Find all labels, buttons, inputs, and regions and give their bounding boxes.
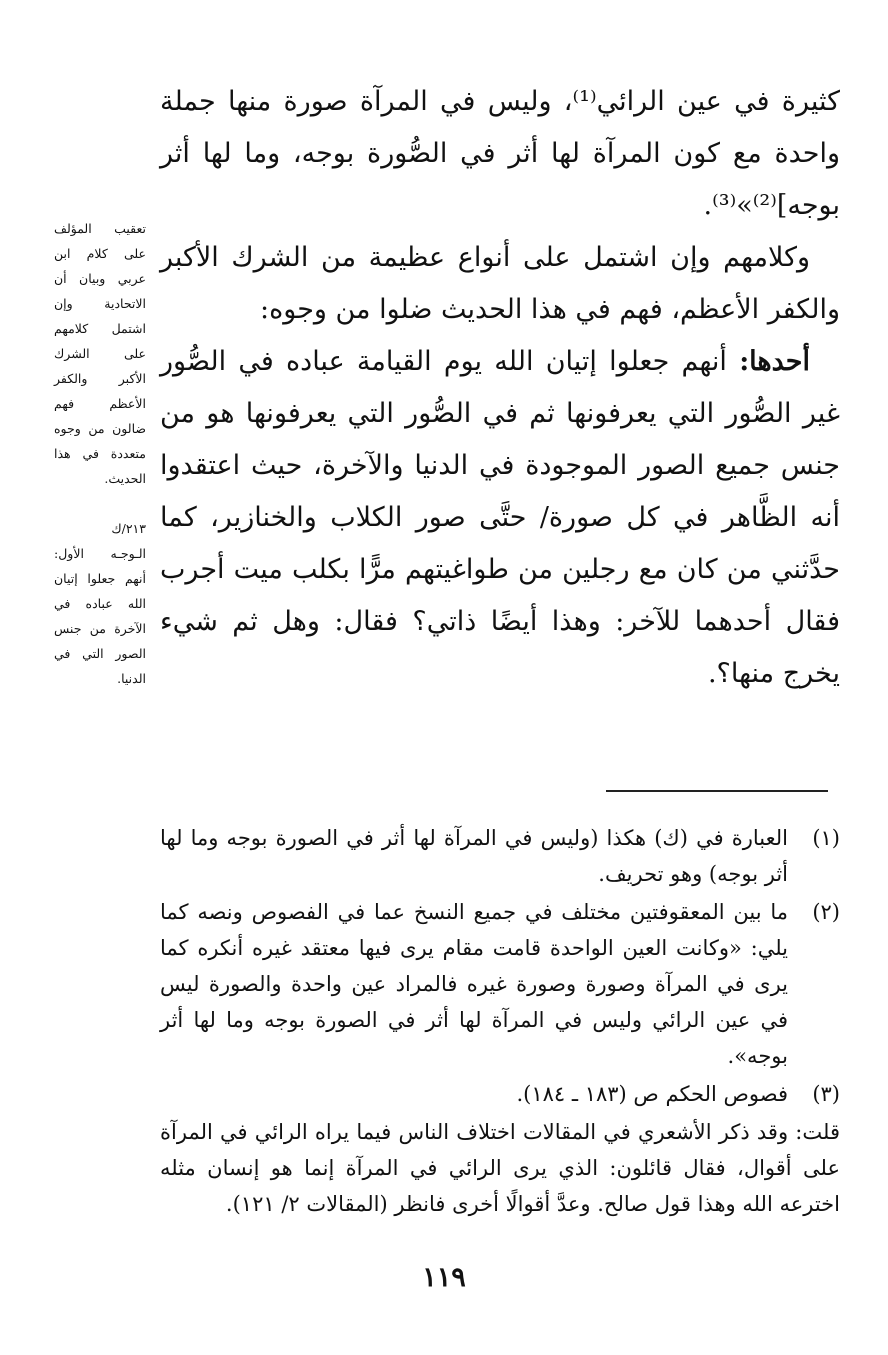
footnote-number: (٢)	[812, 900, 840, 924]
footnote-separator	[606, 790, 828, 792]
footnote-text: فصوص الحكم ص (١٨٣ ـ ١٨٤).	[516, 1082, 788, 1106]
footnote-number: (١)	[812, 826, 840, 850]
margin-note-first-aspect-text: الـوجـه الأول: أنهم جعلوا إتيان الله عباده في الآخرة من جنس الصور التي في الدنيا.	[54, 546, 146, 686]
footnote-1	[160, 820, 840, 892]
page-number: ١١٩	[422, 1262, 466, 1293]
first-aspect-heading: أحدها:	[739, 346, 810, 377]
footnotes	[160, 820, 840, 1222]
footnote-commentary: قلت: وقد ذكر الأشعري في المقالات اختلاف الناس فيما يراه الرائي في المرآة على أقوال، فقال قائلون: الذي يرى الرائي في المرآة إنما هو إنسان مثله اخترعه الله وهذا قول صالح. وعدَّ أقوالًا أخرى فانظر (المقالات ٢/ ١٢١).	[160, 1120, 840, 1216]
manuscript-page-ref: ٢١٣/ك	[111, 521, 146, 536]
main-text	[160, 76, 840, 700]
footnote-text: العبارة في (ك) هكذا (وليس في المرآة لها أثر في الصورة بوجه وما لها أثر بوجه) وهو تحريف.	[160, 826, 788, 886]
paragraph-first-aspect	[160, 336, 840, 700]
footnote-text: ما بين المعقوفتين مختلف في جميع النسخ عما في الفصوص ونصه كما يلي: «وكانت العين الواحدة قامت مقام يرى فيها معتقد غيره أنكره كما يرى في المرآة وصورة وصورة غيره فالمراد عين واحدة والصورة ليس في عين الرائي وليس في المرآة لها أثر في الصورة بوجه وما لها أثر بوجه».	[160, 900, 788, 1068]
paragraph-intro: وكلامهم وإن اشتمل على أنواع عظيمة من الشرك الأكبر والكفر الأعظم، فهم في هذا الحديث ضلوا من وجوه:	[160, 242, 840, 325]
margin-note-author-comment: تعقيب المؤلف على كلام ابن عربي وبيان أن الاتحادية وإن اشتمل كلامهم على الشرك الأكبر والكفر الأعظم فهم ضالون من وجوه متعددة في هذا الحديث.	[54, 221, 146, 486]
footnote-number: (٣)	[812, 1082, 840, 1106]
footnote-3	[160, 1076, 840, 1112]
paragraph-quote-end: كثيرة في عين الرائي⁽¹⁾، وليس في المرآة صورة منها جملة واحدة مع كون المرآة لها أثر في الصُّورة بوجه، وما لها أثر بوجه]⁽²⁾»⁽³⁾.	[160, 86, 840, 221]
first-aspect-body: أنهم جعلوا إتيان الله يوم القيامة عباده في الصُّور غير الصُّور التي يعرفونها ثم في الصُّور التي يعرفونها هو من جنس جميع الصور الموجودة في الدنيا والآخرة، حيث اعتقدوا أنه الظَّاهر في كل صورة/ حتَّى صور الكلاب والخنازير، كما حدَّثني من كان مع رجلين من طواغيتهم مرًّا بكلب ميت أجرب فقال أحدهما للآخر: وهذا أيضًا ذاتي؟ فقال: وهل ثم شيء يخرج منها؟.	[160, 346, 840, 689]
margin-note-first-aspect	[54, 516, 146, 691]
footnote-2	[160, 894, 840, 1074]
